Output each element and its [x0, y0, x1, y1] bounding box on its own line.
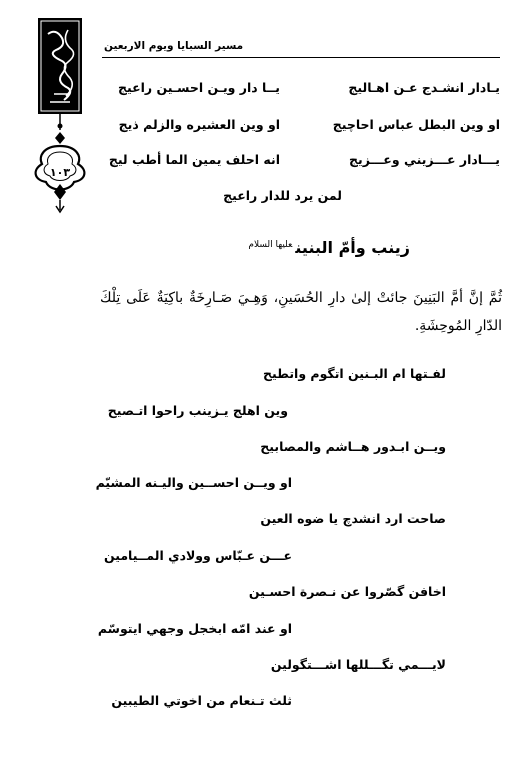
verse-line: عـــن عـبّاس وولادي المــيامين — [103, 548, 292, 563]
poem-line-right: يـادار انشـدج عـن اهـاليج — [348, 80, 500, 95]
header-rule — [102, 57, 500, 58]
poem-line-left: او وين العشيره والزلم ذيج — [118, 117, 280, 132]
verse-line: اخافن گصّروا عن نـصرة احسـين — [248, 584, 446, 599]
calligraphy-ornament — [20, 14, 100, 214]
poem-line-right: او وين البطل عباس احاچيج — [332, 117, 500, 132]
verse-line: صاحت ارد انشدچ يا ضوه العين — [260, 511, 446, 526]
verse-line: او عند امّه ابخجل وجهي ايتوسّم — [97, 621, 292, 636]
honorific: عليها السلام — [248, 239, 293, 250]
verse-line: لايـــمي تگـــللها اشـــتگولين — [270, 657, 446, 672]
poem-closing-line: لمن يرد للدار راعيج — [223, 188, 342, 203]
verse-line: وين اهلج يـزينب راحوا اتـصيح — [107, 403, 288, 418]
poem-line-right: يـــادار عـــزيني وعـــزيج — [349, 152, 500, 167]
poem-line-left: يــا دار ويـن احسـين راعيج — [118, 80, 280, 95]
running-title: مسير السبايا ويوم الاربعين — [104, 40, 244, 52]
verse-line: ثلث تـنعام من اخوتي الطيبين — [111, 693, 292, 708]
page-number: ١٠٣ — [49, 166, 71, 179]
verse-line: ويــن ابـدور هــاشم والمصابيح — [260, 439, 446, 454]
section-title — [248, 238, 410, 257]
poem-line-left: انه احلف يمين الما أطب ليج — [108, 152, 280, 167]
verse-line: لفـتها ام البـنين اتگوم واتطيح — [263, 366, 446, 381]
verse-line: او ويــن احســين واليـنه المشيّم — [95, 475, 292, 490]
section-title-text: زينب وأمّ البنين — [295, 238, 410, 257]
prose-paragraph: ثُمَّ إنَّ أمَّ البَنِينَ جائتْ إلىٰ دارِ الحُسَينِ، وَهِـيَ صَـارِخَةٌ باكِيَةٌ عَلَى تِلْكَ الدّارِ المُوحِشَةِ. — [100, 290, 502, 334]
